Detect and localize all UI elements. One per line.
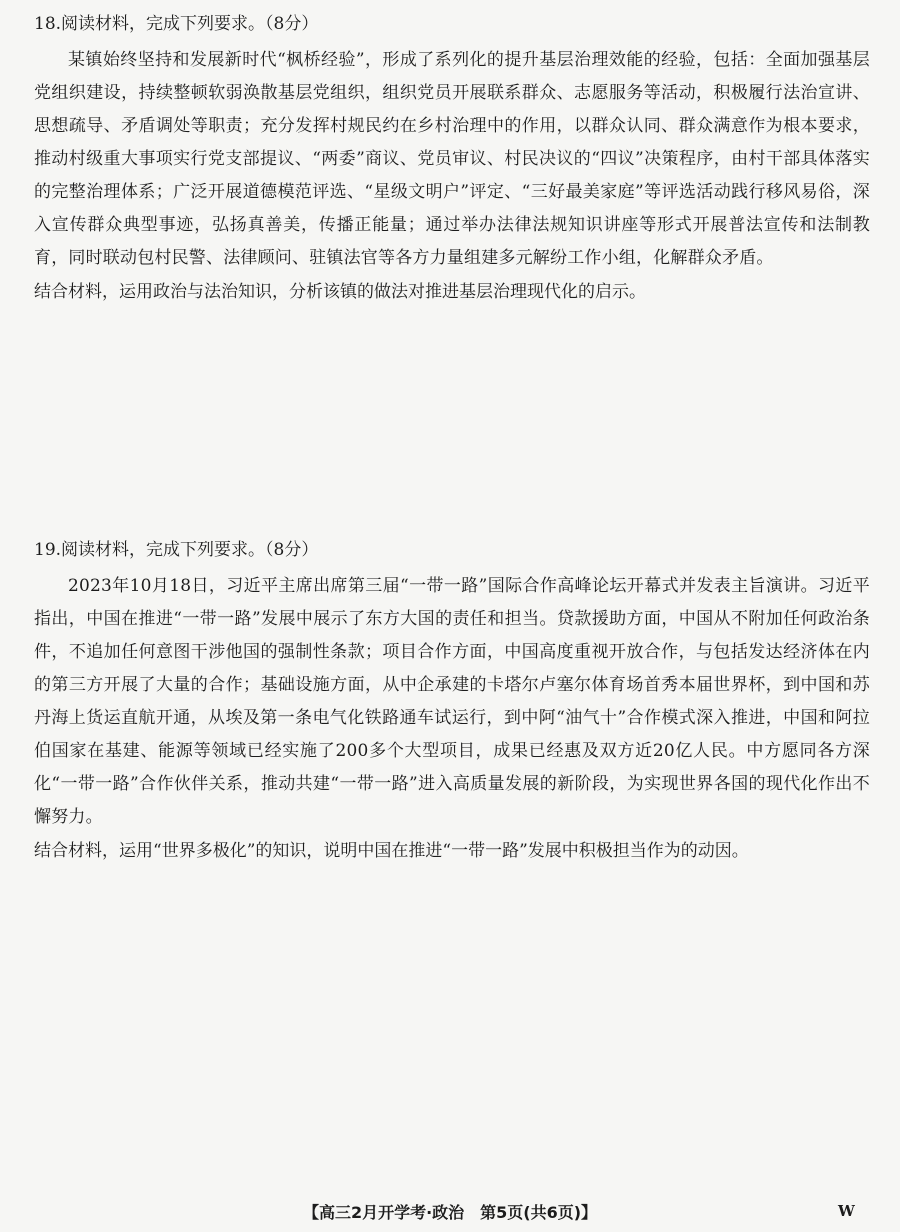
question-18 — [34, 12, 870, 307]
footer-mark: W — [838, 1202, 855, 1220]
question-19-material: 2023年10月18日，习近平主席出席第三届“一带一路”国际合作高峰论坛开幕式并发表主旨演讲。习近平指出，中国在推进“一带一路”发展中展示了东方大国的责任和担当。贷款援助方面，中国从不附加任何政治条件，不追加任何意图干涉他国的强制性条款；项目合作方面，中国高度重视开放合作，与包括发达经济体在内的第三方开展了大量的合作；基础设施方面，从中企承建的卡塔尔卢塞尔体育场首秀本届世界杯，到中国和苏丹海上货运直航开通，从埃及第一条电气化铁路通车试运行，到中阿“油气十”合作模式深入推进，中国和阿拉伯国家在基建、能源等领域已经实施了200多个大型项目，成果已经惠及双方近20亿人民。中方愿同各方深化“一带一路”合作伙伴关系，推动共建“一带一路”进入高质量发展的新阶段，为实现世界各国的现代化作出不懈努力。 — [34, 576, 870, 827]
question-19-task: 结合材料，运用“世界多极化”的知识，说明中国在推进“一带一路”发展中积极担当作为的动因。 — [34, 841, 749, 861]
page-footer: 【高三2月开学考·政治 第5页(共6页)】 — [302, 1203, 598, 1222]
question-18-material: 某镇始终坚持和发展新时代“枫桥经验”，形成了系列化的提升基层治理效能的经验，包括：全面加强基层党组织建设，持续整顿软弱涣散基层党组织，组织党员开展联系群众、志愿服务等活动，积极履行法治宣讲、思想疏导、矛盾调处等职责；充分发挥村规民约在乡村治理中的作用，以群众认同、群众满意作为根本要求，推动村级重大事项实行党支部提议、“两委”商议、党员审议、村民决议的“四议”决策程序，由村干部具体落实的完整治理体系；广泛开展道德模范评选、“星级文明户”评定、“三好最美家庭”等评选活动践行移风易俗，深入宣传群众典型事迹，弘扬真善美，传播正能量；通过举办法律法规知识讲座等形式开展普法宣传和法制教育，同时联动包村民警、法律顾问、驻镇法官等各方力量组建多元解纷工作小组，化解群众矛盾。 — [34, 50, 870, 268]
question-19-header: 19.阅读材料，完成下列要求。（8分） — [34, 540, 319, 560]
question-18-header: 18.阅读材料，完成下列要求。（8分） — [34, 14, 319, 34]
question-19 — [34, 538, 870, 866]
question-18-task: 结合材料，运用政治与法治知识，分析该镇的做法对推进基层治理现代化的启示。 — [34, 282, 646, 302]
